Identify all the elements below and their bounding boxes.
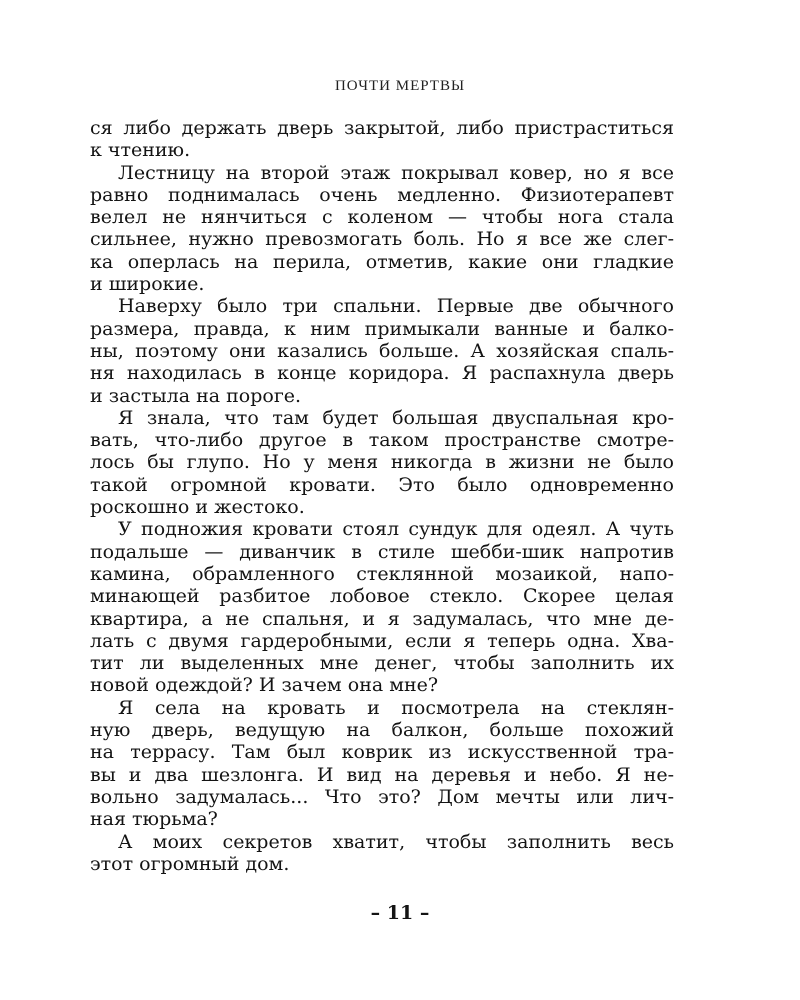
body-text bbox=[90, 117, 674, 875]
text-line: сильнее, нужно превозмогать боль. Но я все же слег- bbox=[90, 228, 674, 251]
text-line: вать, что-либо другое в таком пространстве смотре- bbox=[90, 429, 674, 452]
text-line: Наверху было три спальни. Первые две обычного bbox=[118, 295, 674, 318]
text-line: вольно задумалась... Что это? Дом мечты или лич- bbox=[90, 785, 674, 808]
text-line: равно поднималась очень медленно. Физиотерапевт bbox=[90, 183, 674, 206]
text-line: тит ли выделенных мне денег, чтобы заполнить их bbox=[90, 652, 674, 675]
text-line: ную дверь, ведущую на балкон, больше похожий bbox=[90, 719, 674, 742]
text-line: лось бы глупо. Но у меня никогда в жизни не было bbox=[90, 451, 674, 474]
text-line: ня находилась в конце коридора. Я распахнула дверь bbox=[90, 362, 674, 385]
text-line: минающей разбитое лобовое стекло. Скорее целая bbox=[90, 585, 674, 608]
text-line: и широкие. bbox=[90, 273, 205, 296]
text-line: такой огромной кровати. Это было одновременно bbox=[90, 473, 674, 496]
text-line: А моих секретов хватит, чтобы заполнить весь bbox=[118, 830, 674, 853]
page-number: – 11 – bbox=[370, 902, 430, 924]
text-line: ка оперлась на перила, отметив, какие они гладкие bbox=[90, 250, 674, 273]
text-line: Я знала, что там будет большая двуспальная кро- bbox=[118, 406, 674, 429]
running-head: ПОЧТИ МЕРТВЫ bbox=[334, 78, 466, 94]
text-line: камина, обрамленного стеклянной мозаикой, напо- bbox=[90, 562, 674, 585]
text-line: велел не нянчиться с коленом — чтобы нога стала bbox=[90, 206, 674, 229]
text-line: размера, правда, к ним примыкали ванные и балко- bbox=[90, 317, 674, 340]
text-line: Я села на кровать и посмотрела на стеклян- bbox=[118, 696, 674, 719]
text-line: ная тюрьма? bbox=[90, 808, 218, 831]
text-line: квартира, а не спальня, и я задумалась, что мне де- bbox=[90, 607, 674, 630]
text-line: Лестницу на второй этаж покрывал ковер, но я все bbox=[118, 161, 674, 184]
text-line: ся либо держать дверь закрытой, либо пристраститься bbox=[90, 117, 674, 139]
text-line: ны, поэтому они казались больше. А хозяйская спаль- bbox=[90, 339, 674, 362]
text-line: У подножия кровати стоял сундук для одеял. А чуть bbox=[118, 518, 674, 541]
text-line: подальше — диванчик в стиле шебби-шик напротив bbox=[90, 540, 674, 563]
text-line: этот огромный дом. bbox=[90, 852, 290, 875]
text-line: лать с двумя гардеробными, если я теперь одна. Хва- bbox=[90, 629, 674, 652]
text-line: вы и два шезлонга. И вид на деревья и небо. Я не- bbox=[90, 763, 674, 786]
text-line: новой одеждой? И зачем она мне? bbox=[90, 674, 439, 697]
text-line: к чтению. bbox=[90, 139, 191, 162]
text-line: и застыла на пороге. bbox=[90, 384, 302, 407]
text-line: роскошно и жестоко. bbox=[90, 496, 305, 519]
text-line: на террасу. Там был коврик из искусственной тра- bbox=[90, 741, 674, 764]
